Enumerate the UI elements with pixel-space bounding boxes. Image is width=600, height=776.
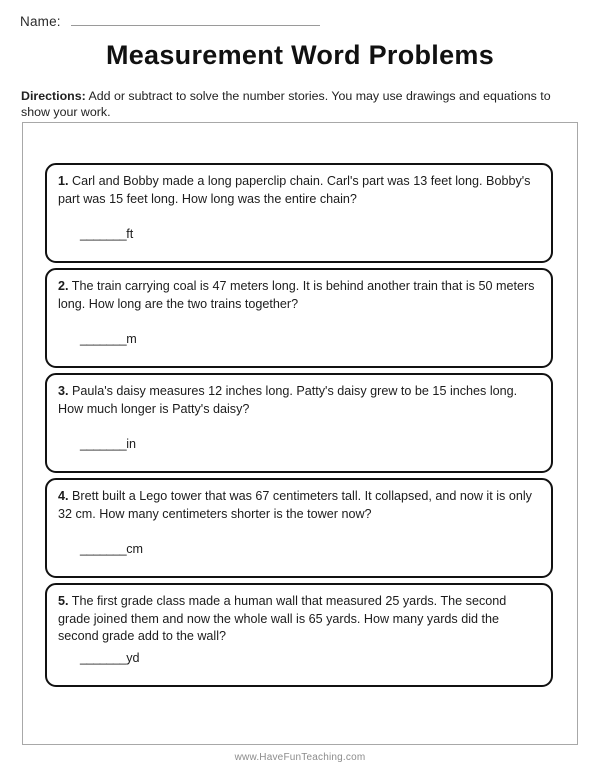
problem-statement: The first grade class made a human wall that measured 25 yards. The second grade joined them and now the whole wall is 65 yards. How many yards did the second grade add to the wall? (58, 594, 507, 643)
directions (21, 88, 579, 120)
problem-number: 2. (58, 279, 69, 293)
problem-number: 5. (58, 594, 69, 608)
answer-unit: m (126, 332, 137, 346)
answer-unit: yd (126, 651, 140, 665)
problem-text (58, 488, 540, 523)
name-row (20, 14, 320, 29)
problem-statement: Paula's daisy measures 12 inches long. Patty's daisy grew to be 15 inches long. How much longer is Patty's daisy? (58, 384, 518, 416)
answer-blank[interactable]: _______ (80, 227, 127, 241)
problem-box (45, 478, 553, 578)
problem-box (45, 268, 553, 368)
footer-website: www.HaveFunTeaching.com (234, 752, 366, 763)
name-label: Name: (20, 14, 61, 29)
problem-number: 4. (58, 489, 69, 503)
answer-blank[interactable]: _______ (80, 542, 127, 556)
problem-statement: Brett built a Lego tower that was 67 centimeters tall. It collapsed, and now it is only 32 cm. How many centimeters shorter is the tower now? (58, 489, 532, 521)
directions-label: Directions: (21, 89, 86, 103)
answer-blank[interactable]: _______ (80, 437, 127, 451)
name-write-in-line[interactable] (71, 24, 320, 26)
problem-text (58, 173, 540, 208)
answer-blank[interactable]: _______ (80, 651, 127, 665)
problem-box (45, 583, 553, 687)
answer-unit: cm (126, 542, 144, 556)
problem-box (45, 373, 553, 473)
answer-blank[interactable]: _______ (80, 332, 127, 346)
answer-unit: in (126, 437, 137, 451)
problem-statement: The train carrying coal is 47 meters long. It is behind another train that is 50 meters long. How long are the two trains together? (58, 279, 535, 311)
answer-line[interactable] (59, 213, 133, 255)
problem-text (58, 278, 540, 313)
problem-statement: Carl and Bobby made a long paperclip chain. Carl's part was 13 feet long. Bobby's part was 15 feet long. How long was the entire chain? (58, 174, 531, 206)
problem-list (45, 163, 553, 692)
answer-line[interactable] (59, 528, 143, 570)
problem-box (45, 163, 553, 263)
answer-line[interactable] (59, 318, 137, 360)
problem-text (58, 383, 540, 418)
answer-line[interactable] (59, 423, 136, 465)
answer-unit: ft (126, 227, 134, 241)
directions-text: Add or subtract to solve the number stories. You may use drawings and equations to show your work. (21, 89, 551, 119)
page-title: Measurement Word Problems (105, 40, 495, 70)
answer-line[interactable] (59, 637, 140, 679)
problem-number: 3. (58, 384, 69, 398)
problem-number: 1. (58, 174, 69, 188)
